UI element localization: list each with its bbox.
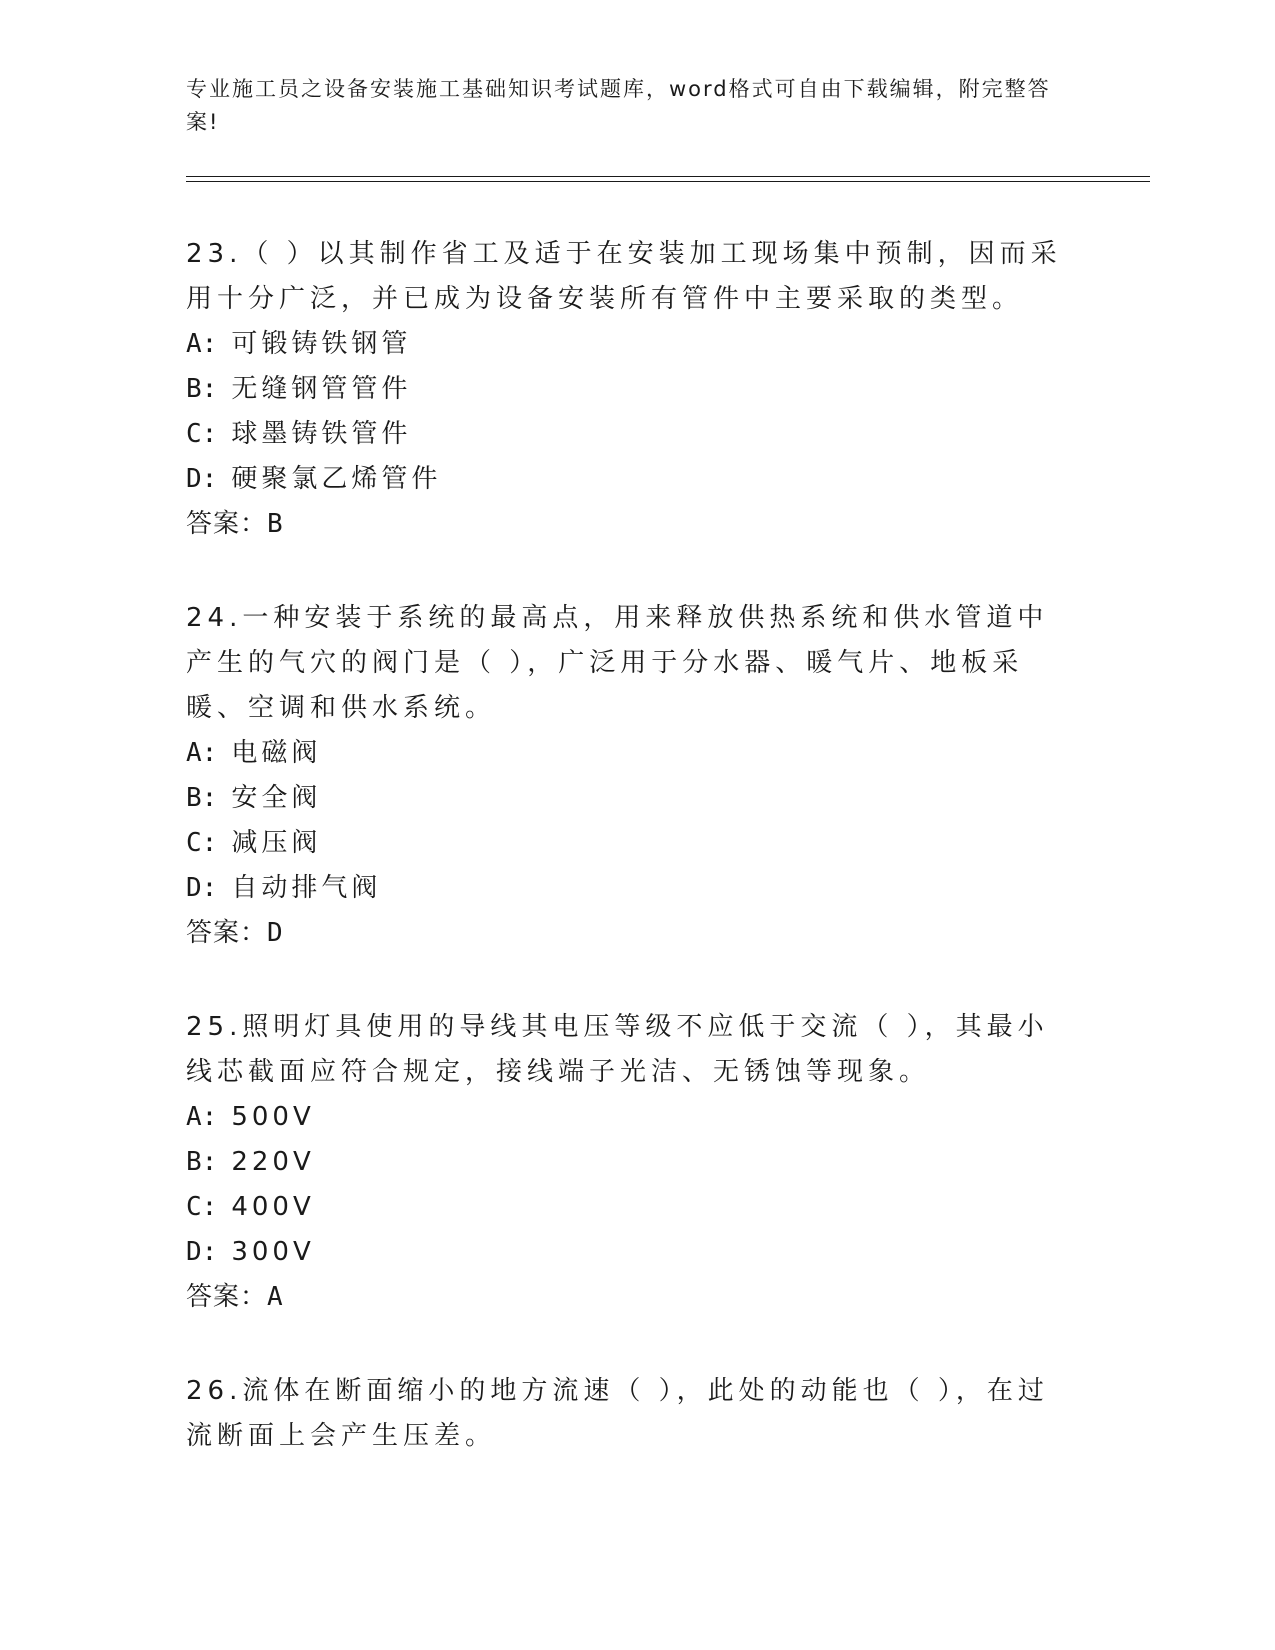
option-key: C: xyxy=(186,828,218,858)
option-d xyxy=(186,866,1076,911)
answer-value: B xyxy=(267,509,284,539)
option-key: B: xyxy=(186,374,218,404)
option-text: 硬聚氯乙烯管件 xyxy=(231,464,442,494)
question-26 xyxy=(186,1369,1076,1459)
option-a xyxy=(186,322,1076,367)
answer-label: 答案： xyxy=(186,509,268,539)
document-header: 专业施工员之设备安装施工基础知识考试题库，word格式可自由下载编辑，附完整答案! xyxy=(186,77,1051,134)
question-24 xyxy=(186,596,1076,956)
header-divider-bottom xyxy=(186,181,1150,182)
question-stem: 24.一种安装于系统的最高点，用来释放供热系统和供水管道中产生的气穴的阀门是（ ），广泛用于分水器、暖气片、地板采暖、空调和供水系统。 xyxy=(186,603,1049,723)
option-text: 300V xyxy=(231,1237,315,1267)
option-text: 自动排气阀 xyxy=(231,873,382,903)
option-key: C: xyxy=(186,1192,218,1222)
option-d xyxy=(186,457,1076,502)
option-key: C: xyxy=(186,419,218,449)
question-25 xyxy=(186,1005,1076,1320)
header-divider-top xyxy=(186,176,1150,177)
answer-line xyxy=(186,502,1076,547)
option-key: A: xyxy=(186,1102,218,1132)
answer-line xyxy=(186,1275,1076,1320)
option-text: 无缝钢管管件 xyxy=(231,374,412,404)
question-23 xyxy=(186,232,1076,547)
option-b xyxy=(186,776,1076,821)
option-key: B: xyxy=(186,1147,218,1177)
question-stem: 23.（ ）以其制作省工及适于在安装加工现场集中预制，因而采用十分广泛，并已成为设备安装所有管件中主要采取的类型。 xyxy=(186,239,1062,314)
option-d xyxy=(186,1230,1076,1275)
option-text: 400V xyxy=(231,1192,315,1222)
option-a xyxy=(186,731,1076,776)
option-key: B: xyxy=(186,783,218,813)
option-text: 电磁阀 xyxy=(231,738,322,768)
option-key: D: xyxy=(186,1237,218,1267)
question-stem: 26.流体在断面缩小的地方流速（ ），此处的动能也（ ），在过流断面上会产生压差。 xyxy=(186,1376,1049,1451)
answer-label: 答案： xyxy=(186,918,268,948)
option-key: D: xyxy=(186,464,218,494)
option-text: 500V xyxy=(231,1102,315,1132)
answer-value: A xyxy=(267,1282,284,1312)
option-c xyxy=(186,1185,1076,1230)
option-a xyxy=(186,1095,1076,1140)
option-key: A: xyxy=(186,738,218,768)
question-stem: 25.照明灯具使用的导线其电压等级不应低于交流（ ），其最小线芯截面应符合规定，接线端子光洁、无锈蚀等现象。 xyxy=(186,1012,1049,1087)
option-b xyxy=(186,367,1076,412)
option-text: 220V xyxy=(231,1147,315,1177)
answer-line xyxy=(186,911,1076,956)
option-text: 球墨铸铁管件 xyxy=(231,419,412,449)
option-text: 安全阀 xyxy=(231,783,322,813)
option-key: A: xyxy=(186,329,218,359)
option-text: 减压阀 xyxy=(231,828,322,858)
option-c xyxy=(186,821,1076,866)
option-key: D: xyxy=(186,873,218,903)
answer-label: 答案： xyxy=(186,1282,268,1312)
option-c xyxy=(186,412,1076,457)
option-text: 可锻铸铁钢管 xyxy=(231,329,412,359)
option-b xyxy=(186,1140,1076,1185)
answer-value: D xyxy=(267,918,284,948)
